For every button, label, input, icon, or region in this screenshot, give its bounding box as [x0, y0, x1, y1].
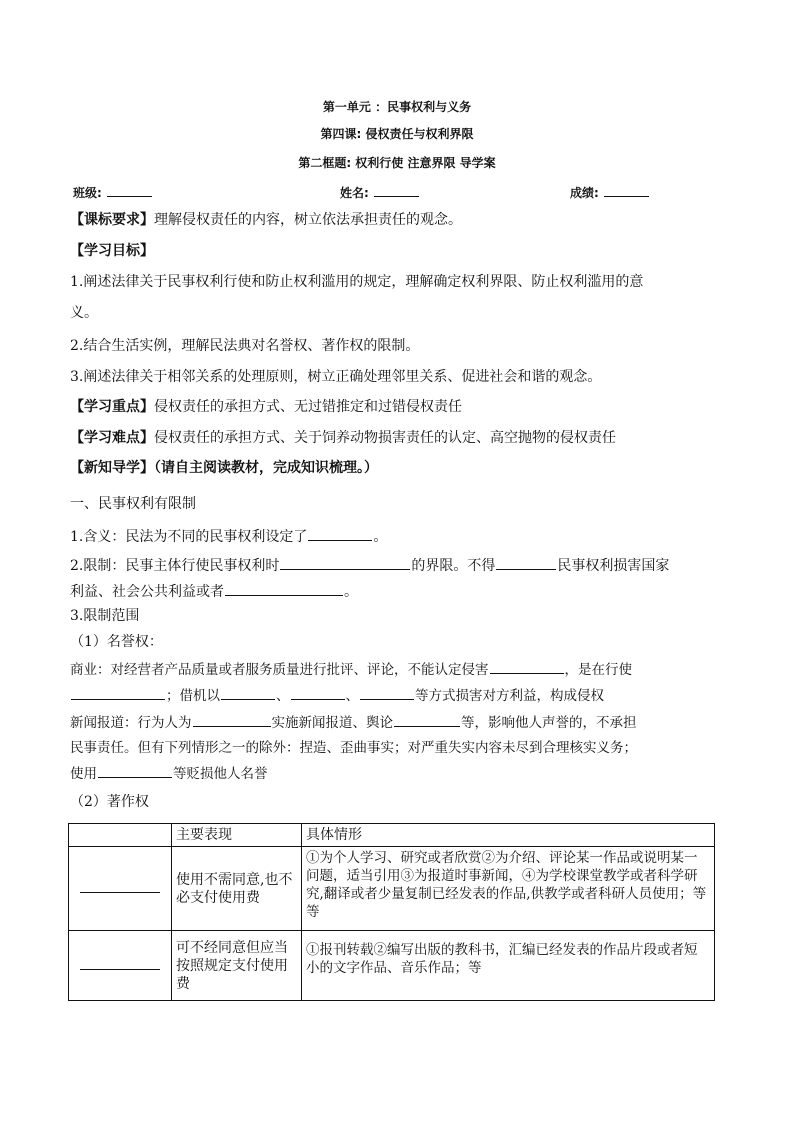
meaning-line: [70, 527, 730, 546]
news3-text-a: 使用: [70, 766, 97, 782]
limit-line: [70, 556, 730, 575]
curriculum-line: [70, 211, 730, 229]
table-blank-cell[interactable]: [69, 847, 172, 931]
business-blank-3[interactable]: [221, 686, 275, 700]
business-line-2: [70, 686, 730, 705]
news-line: [70, 713, 730, 732]
news-line-2: 民事责任。但有下列情形之一的除外：捏造、歪曲事实；对严重失实内容未尽到合理核实义务；: [70, 740, 637, 756]
news-text-b: 实施新闻报道、舆论: [271, 715, 393, 731]
curriculum-text: 理解侵权责任的内容，树立依法承担责任的观念。: [154, 212, 462, 228]
class-blank[interactable]: [107, 183, 152, 197]
business-blank-2[interactable]: [71, 686, 165, 700]
limit2-text: 利益、社会公共利益或者: [70, 584, 224, 600]
news3-text-b: 等贬损他人名誉: [173, 766, 268, 782]
goal-3: 3.阐述法律关于相邻关系的处理原则，树立正确处理邻里关系、促进社会和谐的观念。: [70, 369, 602, 385]
new-line: [70, 459, 730, 477]
table-situation-cell: ①报刊转载②编写出版的教科书，汇编已经发表的作品片段或者短小的文字作品、音乐作品；等: [302, 931, 715, 1001]
class-field: [73, 183, 153, 201]
name-blank[interactable]: [374, 183, 419, 197]
news-text-a: 新闻报道：行为人为: [70, 715, 192, 731]
business-text-b: ，是在行使: [564, 662, 632, 678]
table-row: [69, 931, 715, 1001]
table-header-cell: [69, 824, 172, 847]
curriculum-label: 【课标要求】: [70, 212, 154, 228]
table-performance-cell: 可不经同意但应当按照规定支付使用费: [172, 931, 302, 1001]
news-text-c: 等，影响他人声誉的，不承担: [461, 715, 637, 731]
copyright-table: [68, 823, 715, 1001]
table-blank-line[interactable]: [80, 891, 160, 893]
business-blank-4[interactable]: [291, 686, 345, 700]
limit-blank-2[interactable]: [496, 556, 556, 570]
business2-text-d: 等方式损害对方利益，构成侵权: [415, 688, 604, 704]
goal-2: 2.结合生活实例，理解民法典对名誉权、著作权的限制。: [70, 338, 420, 354]
table-row: [69, 847, 715, 931]
difficult-text: 侵权责任的承担方式、关于饲养动物损害责任的认定、高空抛物的侵权责任: [154, 430, 616, 446]
business-text-a: 商业：对经营者产品质量或者服务质量进行批评、评论，不能认定侵害: [70, 662, 489, 678]
news-blank-3[interactable]: [98, 764, 172, 778]
news-blank-2[interactable]: [394, 713, 460, 727]
goal-1b: 义。: [70, 305, 98, 321]
limit-line-2: [70, 582, 730, 601]
copyright-line: （2）著作权: [70, 794, 149, 810]
score-label: 成绩:: [570, 186, 599, 200]
table-header-row: [69, 824, 715, 847]
reputation-line: （1）名誉权：: [70, 634, 163, 650]
new-label: 【新知导学】: [70, 460, 154, 476]
limit2-end: 。: [344, 584, 358, 600]
business-blank-1[interactable]: [490, 660, 564, 674]
table-header-cell: 主要表现: [172, 824, 302, 847]
score-blank[interactable]: [604, 183, 649, 197]
business-blank-5[interactable]: [360, 686, 414, 700]
limit-text-a: 2.限制：民事主体行使民事权利时: [70, 558, 280, 574]
name-label: 姓名:: [340, 186, 369, 200]
limit-blank-1[interactable]: [280, 556, 410, 570]
lesson-title: 第四课: 侵权责任与权利界限: [320, 127, 474, 141]
meaning-blank[interactable]: [308, 527, 372, 541]
table-header-cell: 具体情形: [302, 824, 715, 847]
business2-sep-2: 、: [345, 688, 359, 704]
difficult-label: 【学习难点】: [70, 430, 154, 446]
difficult-line: [70, 429, 730, 447]
news-blank-1[interactable]: [193, 713, 271, 727]
new-text: （请自主阅读教材，完成知识梳理。）: [154, 460, 378, 476]
scope-line: 3.限制范围: [70, 608, 140, 624]
limit-text-b: 的界限。不得: [411, 558, 496, 574]
meaning-end: 。: [373, 529, 388, 545]
limit-text-c: 民事权利损害国家: [557, 558, 670, 574]
score-field: [570, 183, 650, 201]
goals-label: 【学习目标】: [70, 243, 154, 259]
class-label: 班级:: [73, 186, 102, 200]
unit-title: 第一单元 ：民事权利与义务: [322, 100, 472, 114]
business-line: [70, 660, 730, 679]
key-text: 侵权责任的承担方式、无过错推定和过错侵权责任: [154, 399, 462, 415]
business2-text-a: ；借机以: [166, 688, 220, 704]
table-blank-cell[interactable]: [69, 931, 172, 1001]
goal-1a: 1.阐述法律关于民事权利行使和防止权利滥用的规定，理解确定权利界限、防止权利滥用的意: [70, 274, 644, 290]
table-situation-cell: ①为个人学习、研究或者欣赏②为介绍、评论某一作品或说明某一问题，适当引用③为报道时事新闻，④为学校课堂教学或者科学研究,翻译或者少量复制已经发表的作品,供教学或者科研人员使用；等等: [302, 847, 715, 931]
table-performance-cell: 使用不需同意,也不必支付使用费: [172, 847, 302, 931]
part1-heading: 一、民事权利有限制: [70, 496, 196, 512]
business2-sep-1: 、: [276, 688, 290, 704]
name-field: [340, 183, 420, 201]
news-line-3: [70, 764, 730, 783]
limit2-blank[interactable]: [225, 582, 343, 596]
meaning-text: 1.含义：民法为不同的民事权利设定了: [70, 529, 308, 545]
key-label: 【学习重点】: [70, 399, 154, 415]
table-blank-line[interactable]: [80, 968, 160, 970]
frame-title: 第二框题: 权利行使 注意界限 导学案: [298, 156, 496, 170]
key-line: [70, 398, 730, 416]
